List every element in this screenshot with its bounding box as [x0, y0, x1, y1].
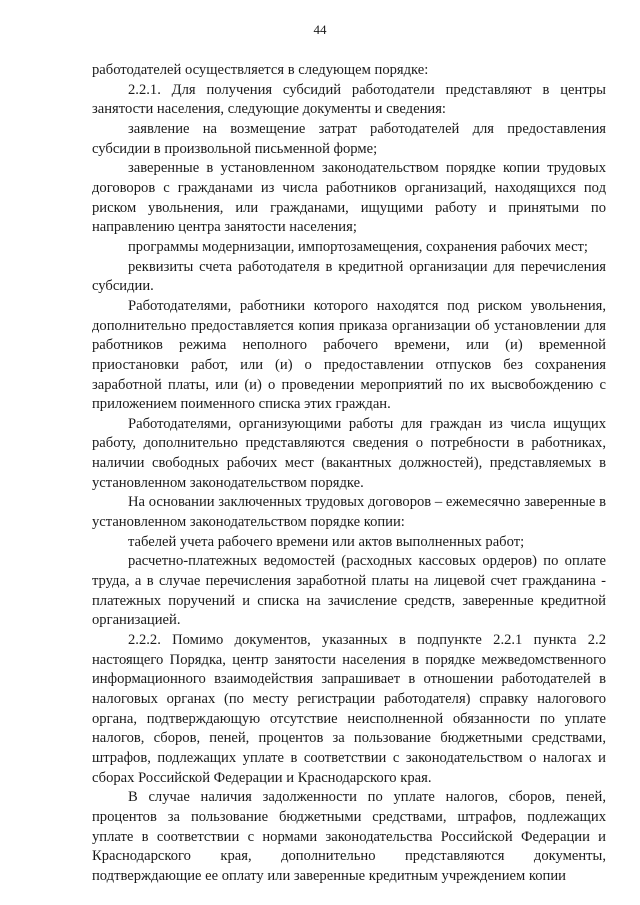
paragraph-contracts: заверенные в установленном законодательством порядке копии трудовых договоров с гражданами из числа работников организаций, находящихся под риском увольнения, или гражданами, ищущими работу и принятыми по направлению центра занятости населения;	[92, 160, 606, 236]
paragraph-2-2-1: 2.2.1. Для получения субсидий работодатели представляют в центры занятости населения, следующие документы и сведения:	[92, 81, 606, 118]
paragraph-debt: В случае наличия задолженности по уплате налогов, сборов, пеней, процентов за пользование бюджетными средствами, штрафов, подлежащих уплате в соответствии с нормами законодательства Российской Федерации и Краснодарского края, дополнительно представляются документы, подтверждающие ее оплату или заверенные кредитным учреждением копии	[92, 789, 606, 884]
paragraph-2-2-2: 2.2.2. Помимо документов, указанных в подпункте 2.2.1 пункта 2.2 настоящего Порядка, центр занятости населения в порядке межведомственного информационного взаимодействия запрашивает в отношении работодателей в налоговых органах (по месту регистрации работодателя) справку налогового органа, подтверждающую отсутствие неисполненной обязанности по уплате налогов, сборов, пеней, процентов за пользование бюджетными средствами, штрафов, подлежащих уплате в соответствии с законодательством о налогах и сборах Российской Федерации и Краснодарского края.	[92, 632, 606, 786]
paragraph-monthly-copies: На основании заключенных трудовых договоров – ежемесячно заверенные в установленном законодательством порядке копии:	[92, 494, 606, 531]
paragraph-payroll: расчетно-платежных ведомостей (расходных кассовых ордеров) по оплате труда, а в случае перечисления заработной платы на лицевой счет гражданина - платежных поручений и списка на зачисление средств, заверенные кредитной организацией.	[92, 553, 606, 629]
paragraph-intro: работодателей осуществляется в следующем порядке:	[92, 62, 429, 78]
paragraph-programs: программы модернизации, импортозамещения, сохранения рабочих мест;	[128, 238, 588, 255]
paragraph-job-seekers: Работодателями, организующими работы для граждан из числа ищущих работу, дополнительно представляются сведения о потребности в работниках, наличии свободных рабочих мест (вакантных должностей), представляемых в установленном законодательством порядке.	[92, 415, 606, 491]
paragraph-timesheets: табелей учета рабочего времени или актов выполненных работ;	[128, 533, 525, 550]
page-number: 44	[313, 22, 327, 37]
paragraph-application: заявление на возмещение затрат работодателей для предоставления субсидии в произвольной письменной форме;	[92, 120, 606, 157]
document-body	[92, 61, 606, 887]
paragraph-bank-details: реквизиты счета работодателя в кредитной организации для перечисления субсидии.	[92, 258, 606, 295]
paragraph-risk-employers: Работодателями, работники которого находятся под риском увольнения, дополнительно предоставляется копия приказа организации об установлении для работников режима неполного рабочего времени, или (и) временной приостановки работ, или (и) о предоставлении отпусков без сохранения заработной платы, или (и) о проведении мероприятий по их высвобождению с приложением поименного списка этих граждан.	[92, 297, 606, 413]
